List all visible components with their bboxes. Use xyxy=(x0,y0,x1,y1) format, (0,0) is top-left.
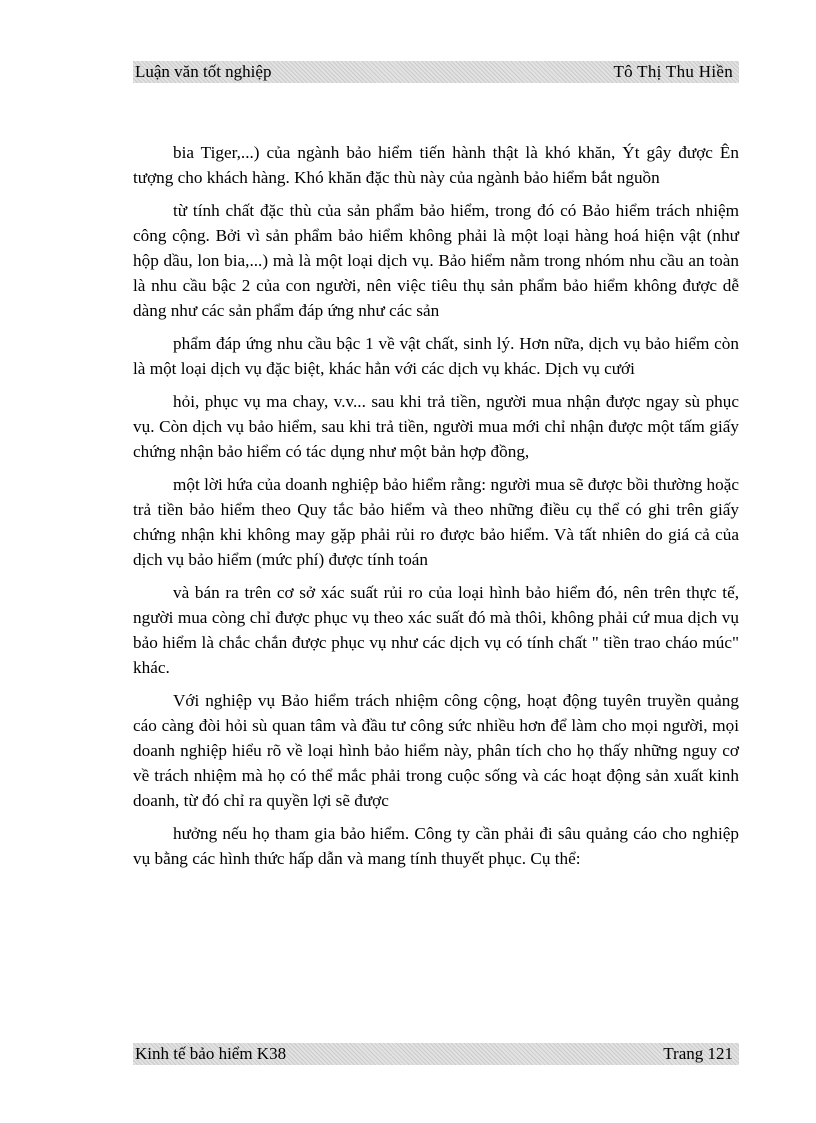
page-header xyxy=(133,61,739,83)
document-body xyxy=(133,140,739,879)
paragraph: hưởng nếu họ tham gia bảo hiểm. Công ty cần phải đi sâu quảng cáo cho nghiệp vụ bằng các hình thức hấp dẫn và mang tính thuyết phục. Cụ thể: xyxy=(133,824,739,868)
paragraph: phẩm đáp ứng nhu cầu bậc 1 về vật chất, sinh lý. Hơn nữa, dịch vụ bảo hiểm còn là một loại dịch vụ đặc biệt, khác hẳn với các dịch vụ khác. Dịch vụ cưới xyxy=(133,334,739,378)
paragraph: và bán ra trên cơ sở xác suất rủi ro của loại hình bảo hiểm đó, nên trên thực tế, người mua còng chỉ được phục vụ theo xác suất đó mà thôi, không phải cứ mua dịch vụ bảo hiểm là chắc chắn được phục vụ như các dịch vụ có tính chất " tiền trao cháo múc" khác. xyxy=(133,583,739,677)
footer-course-label: Kinh tế bảo hiểm K38 xyxy=(135,1044,287,1063)
page-footer xyxy=(133,1043,739,1065)
header-author-name: Tô Thị Thu Hiền xyxy=(613,62,733,81)
paragraph: một lời hứa của doanh nghiệp bảo hiểm rằng: người mua sẽ được bồi thường hoặc trả tiền bảo hiểm theo Quy tắc bảo hiểm và theo những điều cụ thể có ghi trên giấy chứng nhận khi không may gặp phải rủi ro được bảo hiểm. Và tất nhiên do giá cả của dịch vụ bảo hiểm (mức phí) được tính toán xyxy=(133,475,739,569)
footer-page-number: Trang 121 xyxy=(663,1044,733,1063)
paragraph: bia Tiger,...) của ngành bảo hiểm tiến hành thật là khó khăn, Ýt gây được Ên tượng cho khách hàng. Khó khăn đặc thù này của ngành bảo hiểm bắt nguồn xyxy=(133,143,739,187)
paragraph: hỏi, phục vụ ma chay, v.v... sau khi trả tiền, người mua nhận được ngay sù phục vụ. Còn dịch vụ bảo hiểm, sau khi trả tiền, người mua mới chỉ nhận được một tấm giấy chứng nhận bảo hiểm có tác dụng như một bản hợp đồng, xyxy=(133,392,739,461)
paragraph: Với nghiệp vụ Bảo hiểm trách nhiệm công cộng, hoạt động tuyên truyền quảng cáo càng đòi hỏi sù quan tâm và đầu tư công sức nhiều hơn để làm cho mọi người, mọi doanh nghiệp hiểu rõ về loại hình bảo hiểm này, phân tích cho họ thấy những nguy cơ về trách nhiệm mà họ có thể mắc phải trong cuộc sống và các hoạt động sản xuất kinh doanh, từ đó chỉ ra quyền lợi sẽ được xyxy=(133,691,739,810)
header-thesis-title: Luận văn tốt nghiệp xyxy=(135,62,272,81)
paragraph: từ tính chất đặc thù của sản phẩm bảo hiểm, trong đó có Bảo hiểm trách nhiệm công cộng. Bởi vì sản phẩm bảo hiểm không phải là một loại hàng hoá hiện vật (như hộp dầu, lon bia,...) mà là một loại dịch vụ. Bảo hiểm nằm trong nhóm nhu cầu an toàn là nhu cầu bậc 2 của con người, nên việc tiêu thụ sản phẩm bảo hiểm không được dễ dàng như các sản phẩm đáp ứng như các sản xyxy=(133,201,739,320)
